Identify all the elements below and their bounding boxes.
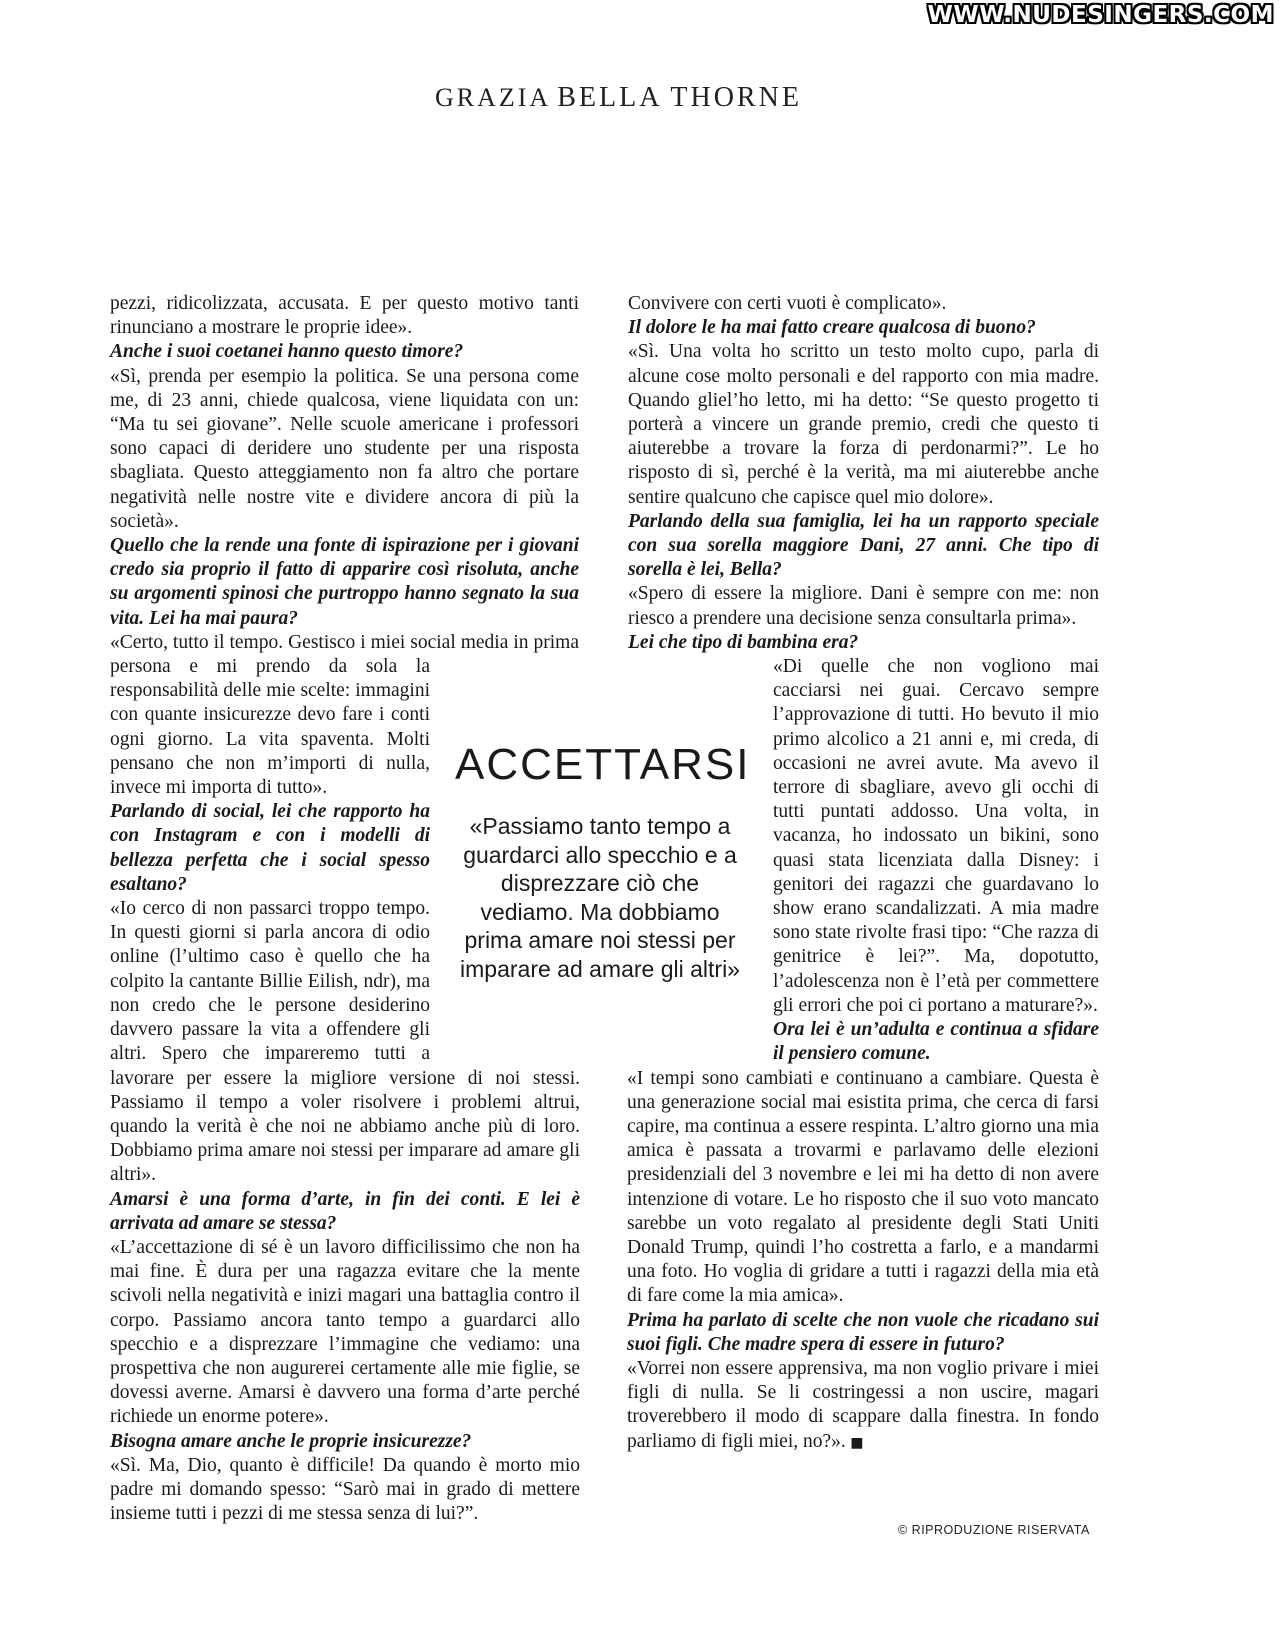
interview-answer: «Vorrei non essere apprensiva, ma non voglio privare i miei figli di nulla. Se li costringessi a non uscire, magari troverebbero il modo di scappare dalla finestra. In fondo parliamo di figli miei, no?». ■ xyxy=(627,1357,1099,1452)
interview-answer: «I tempi sono cambiati e continuano a cambiare. Questa è una generazione social mai esistita prima, che cerca di farsi capire, ma continua a essere respinta. L’altro giorno una mia amica è passata a trovarmi e parlavamo delle elezioni presidenziali del 3 novembre e lei mi ha detto di non avere intenzione di votare. Le ho risposto che il suo voto mancato sarebbe un voto regalato al presidente degli Stati Uniti Donald Trump, quindi l’ho costretta a farlo, e a mandarmi una foto. Ho voglia di gridare a tutti i ragazzi della mia età di fare come la mia amica». xyxy=(627,1067,1099,1307)
interview-question: Parlando di social, lei che rapporto ha con Instagram e con i modelli di bellezza perfetta che i social spesso esaltano? xyxy=(110,801,430,895)
interview-answer: «Sì. Ma, Dio, quanto è difficile! Da quando è morto mio padre mi domando spesso: “Sarò mai in grado di mettere insieme tutti i pezzi di me stessa senza di lui?”. xyxy=(110,1454,580,1525)
right-column xyxy=(627,292,1099,1455)
interview-answer: «L’accettazione di sé è un lavoro difficilissimo che non ha mai fine. È dura per una ragazza evitare che la mente scivoli nella negatività e inizi magari una battaglia contro il corpo. Passiamo ancora tanto tempo a guardarci allo specchio e a disprezzare l’immagine che vediamo: una prospettiva che non augurerei certamente alle mie figlie, se dovessi averne. Amarsi è davvero una forma d’arte perché richiede un enorme potere». xyxy=(110,1236,580,1428)
interview-answer: «Certo, tutto il tempo. Gestisco i miei social media in prima persona e mi prendo da sola la responsabilità delle mie scelte: immagini con quante insicurezze devo fare i conti ogni giorno. La vita spaventa. Molti pensano che non m’importi di nulla, invece mi importa di tutto». xyxy=(110,631,579,799)
interview-question: Il dolore le ha mai fatto creare qualcosa di buono? xyxy=(628,317,1036,339)
interview-question: Ora lei è un’adulta e continua a sfidare il pensiero comune. xyxy=(773,1019,1099,1065)
pull-quote-title: ACCETTARSI xyxy=(455,740,751,789)
pull-quote-text: «Passiamo tanto tempo a guardarci allo specchio e a disprezzare ciò che vediamo. Ma dobbiamo prima amare noi stessi per imparare ad amare gli altri» xyxy=(460,813,740,982)
watermark: WWW.NUDESINGERS.COM xyxy=(927,2,1274,28)
article-subject: BELLA THORNE xyxy=(557,82,802,113)
interview-answer: «Sì, prenda per esempio la politica. Se una persona come me, di 23 anni, chiede qualcosa, viene liquidata con un: “Ma tu sei giovane”. Nelle scuole americane i professori sono capaci di deridere uno studente per una risposta sbagliata. Questo atteggiamento non fa altro che portare negatività nelle nostre vite e dividere ancora di più la società». xyxy=(110,365,579,532)
interview-question: Parlando della sua famiglia, lei ha un rapporto speciale con sua sorella maggiore Dani, 27 anni. Che tipo di sorella è lei, Bella? xyxy=(628,510,1099,581)
interview-question: Bisogna amare anche le proprie insicurezze? xyxy=(110,1430,472,1452)
interview-answer: «Di quelle che non vogliono mai cacciarsi nei guai. Cercavo sempre l’approvazione di tutti. Ho bevuto il mio primo alcolico a 21 anni e, mi creda, di occasioni ne avrei avute. Ma avevo il terrore di sbagliare, avevo gli occhi di tutti puntati addosso. Una volta, in vacanza, ho indossato un bikini, sono quasi stata licenziata dalla Disney: i genitori dei ragazzi che guardavano lo show erano scandalizzati. A mia madre sono state rivolte frasi tipo: “Che razza di genitrice è lei?”. Ma, dopotutto, l’adolescenza non è l’età per commettere gli errori che poi ci portano a maturare?». xyxy=(773,656,1099,1016)
interview-question: Anche i suoi coetanei hanno questo timore? xyxy=(110,341,464,363)
interview-question: Quello che la rende una fonte di ispirazione per i giovani credo sia proprio il fatto di apparire così risoluta, anche su argomenti spinosi che purtroppo hanno segnato la sua vita. Lei ha mai paura? xyxy=(110,535,579,629)
page-header xyxy=(435,82,802,114)
interview-question: Lei che tipo di bambina era? xyxy=(628,631,859,653)
right-wrap-gap xyxy=(627,660,773,1048)
interview-question: Prima ha parlato di scelte che non vuole che ricadano sui suoi figli. Che madre spera di essere in futuro? xyxy=(627,1309,1099,1355)
interview-answer: Convivere con certi vuoti è complicato». xyxy=(628,293,947,314)
interview-answer: pezzi, ridicolizzata, accusata. E per questo motivo tanti rinunciano a mostrare le proprie idee». xyxy=(110,293,579,339)
interview-question: Amarsi è una forma d’arte, in fin dei conti. E lei è arrivata ad amare se stessa? xyxy=(110,1188,580,1234)
interview-answer: «Sì. Una volta ho scritto un testo molto cupo, parla di alcune cose molto personali e del rapporto con mia madre. Quando gliel’ho letto, mi ha detto: “Se questo progetto ti porterà a vincere un grande premio, credi che questo ti aiuterebbe a trovare la forza di perdonarmi?”. Le ho risposto di sì, perché è la verità, ma mi aiuterebbe anche sentire qualcuno che capisce quel mio dolore». xyxy=(628,341,1099,508)
interview-answer: «Spero di essere la migliore. Dani è sempre con me: non riesco a prendere una decisione senza consultarla prima». xyxy=(628,583,1099,629)
copyright-notice: © RIPRODUZIONE RISERVATA xyxy=(898,1523,1090,1537)
end-mark: ■ xyxy=(845,1434,864,1451)
interview-answer: «Io cerco di non passarci troppo tempo. In questi giorni si parla ancora di odio online (l’ultimo caso è quello che ha colpito la cantante Billie Eilish, ndr), ma non credo che le persone desiderino davvero passare la vita a offendere gli altri. Spero che impareremo tutti a lavorare per essere la migliore versione di noi stessi. Passiamo il tempo a voler risolvere i problemi altrui, quando la verità è che noi ne abbiamo anche più di loro. Dobbiamo prima amare noi stessi per imparare ad amare gli altri». xyxy=(110,898,580,1186)
magazine-brand: GRAZIA xyxy=(435,83,552,112)
